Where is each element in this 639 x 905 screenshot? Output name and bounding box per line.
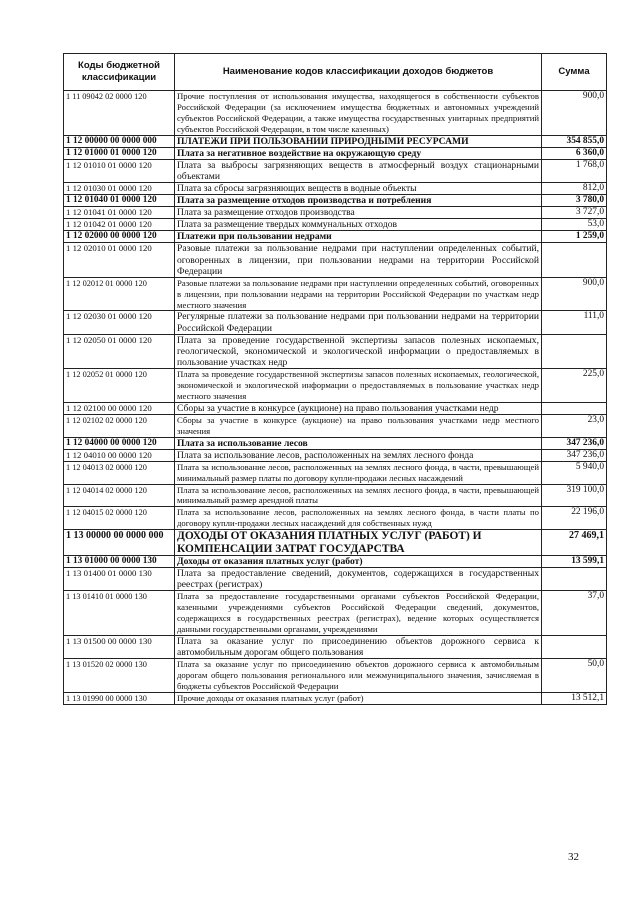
name-cell: Регулярные платежи за пользование недрами при пользовании недрами на территории Российской Федерации (175, 311, 542, 334)
code-cell: 1 12 00000 00 0000 000 (64, 135, 175, 147)
code-cell: 1 12 01040 01 0000 120 (64, 195, 175, 207)
code-cell: 1 12 01030 01 0000 120 (64, 183, 175, 195)
sum-cell: 13 512,1 (542, 692, 607, 704)
table-row (64, 402, 607, 414)
name-cell: Плата за использование лесов, расположенных на землях лесного фонда, в части платы по договору купли-продажи лесных насаждений для собственных нужд (175, 507, 542, 530)
code-cell: 1 12 02050 01 0000 120 (64, 334, 175, 368)
name-cell: ПЛАТЕЖИ ПРИ ПОЛЬЗОВАНИИ ПРИРОДНЫМИ РЕСУРСАМИ (175, 135, 542, 147)
table-row (64, 135, 607, 147)
sum-cell: 1 768,0 (542, 159, 607, 182)
sum-cell: 1 259,0 (542, 231, 607, 243)
header-code: Коды бюджетной классификации (64, 54, 175, 91)
code-cell: 1 13 00000 00 0000 000 (64, 530, 175, 556)
sum-cell: 111,0 (542, 311, 607, 334)
code-cell: 1 12 04014 02 0000 120 (64, 484, 175, 507)
header-sum: Сумма (542, 54, 607, 91)
name-cell: Доходы от оказания платных услуг (работ) (175, 556, 542, 568)
code-cell: 1 12 04000 00 0000 120 (64, 437, 175, 449)
sum-cell (542, 402, 607, 414)
table-row (64, 556, 607, 568)
sum-cell: 347 236,0 (542, 437, 607, 449)
sum-cell: 812,0 (542, 183, 607, 195)
code-cell: 1 13 01400 01 0000 130 (64, 568, 175, 591)
name-cell: ДОХОДЫ ОТ ОКАЗАНИЯ ПЛАТНЫХ УСЛУГ (РАБОТ) И КОМПЕНСАЦИИ ЗАТРАТ ГОСУДАРСТВА (175, 530, 542, 556)
code-cell: 1 12 04010 00 0000 120 (64, 449, 175, 461)
table-row (64, 195, 607, 207)
sum-cell: 900,0 (542, 91, 607, 136)
sum-cell (542, 635, 607, 658)
sum-cell: 53,0 (542, 219, 607, 231)
name-cell: Прочие поступления от использования имущества, находящегося в собственности субъектов Российской Федерации (за исключением имущества бюджетных и автономных учреждений субъектов Российской Федерации, а также имущества государственных унитарных предприятий субъектов Российской Федерации, в том числе казенных) (175, 91, 542, 136)
name-cell: Разовые платежи за пользование недрами при наступлении определенных событий, оговоренных в лицензии, при пользовании недрами на территории Российской Федерации (175, 243, 542, 277)
table-row (64, 183, 607, 195)
sum-cell: 319 100,0 (542, 484, 607, 507)
code-cell: 1 12 02052 01 0000 120 (64, 368, 175, 402)
name-cell: Плата за предоставление государственными органами субъектов Российской Федерации, казенными учреждениями субъектов Российской Федерации сведений, документов, содержащихся в государственных реестрах (регистрах), ведение которых осуществляется данными государственными органами, учреждениями (175, 591, 542, 636)
table-row (64, 507, 607, 530)
name-cell: Плата за использование лесов, расположенных на землях лесного фонда (175, 449, 542, 461)
code-cell: 1 13 01990 00 0000 130 (64, 692, 175, 704)
table-body (64, 91, 607, 705)
sum-cell: 13 599,1 (542, 556, 607, 568)
code-cell: 1 12 04013 02 0000 120 (64, 461, 175, 484)
name-cell: Плата за использование лесов (175, 437, 542, 449)
name-cell: Плата за предоставление сведений, документов, содержащихся в государственных реестрах (регистрах) (175, 568, 542, 591)
table-row (64, 692, 607, 704)
sum-cell: 27 469,1 (542, 530, 607, 556)
sum-cell: 900,0 (542, 277, 607, 311)
table-row (64, 277, 607, 311)
name-cell: Плата за выбросы загрязняющих веществ в атмосферный воздух стационарными объектами (175, 159, 542, 182)
sum-cell: 23,0 (542, 414, 607, 437)
name-cell: Плата за проведение государственной экспертизы запасов полезных ископаемых, геологической, экономической и экологической информации о предоставляемых в пользование участках недр (175, 334, 542, 368)
sum-cell (542, 568, 607, 591)
name-cell: Платежи при пользовании недрами (175, 231, 542, 243)
sum-cell: 6 360,0 (542, 147, 607, 159)
sum-cell: 50,0 (542, 659, 607, 693)
name-cell: Плата за размещение твердых коммунальных отходов (175, 219, 542, 231)
name-cell: Плата за оказание услуг по присоединению объектов дорожного сервиса к автомобильным дорогам общего пользования (175, 635, 542, 658)
code-cell: 1 12 04015 02 0000 120 (64, 507, 175, 530)
revenue-classification-table (63, 53, 607, 705)
code-cell: 1 12 02012 01 0000 120 (64, 277, 175, 311)
code-cell: 1 12 02000 00 0000 120 (64, 231, 175, 243)
code-cell: 1 13 01000 00 0000 130 (64, 556, 175, 568)
code-cell: 1 12 01000 01 0000 120 (64, 147, 175, 159)
table-row (64, 219, 607, 231)
code-cell: 1 12 01042 01 0000 120 (64, 219, 175, 231)
sum-cell: 347 236,0 (542, 449, 607, 461)
name-cell: Плата за негативное воздействие на окружающую среду (175, 147, 542, 159)
table-row (64, 635, 607, 658)
table-row (64, 147, 607, 159)
sum-cell (542, 243, 607, 277)
name-cell: Плата за оказание услуг по присоединению объектов дорожного сервиса к автомобильным дорогам общего пользования регионального или межмуниципального значения, зачисляемая в бюджеты субъектов Российской Федерации (175, 659, 542, 693)
code-cell: 1 12 02010 01 0000 120 (64, 243, 175, 277)
table-row (64, 461, 607, 484)
code-cell: 1 13 01500 00 0000 130 (64, 635, 175, 658)
sum-cell: 22 196,0 (542, 507, 607, 530)
table-row (64, 414, 607, 437)
name-cell: Прочие доходы от оказания платных услуг (работ) (175, 692, 542, 704)
code-cell: 1 12 02100 00 0000 120 (64, 402, 175, 414)
table-row (64, 568, 607, 591)
name-cell: Плата за проведение государственной экспертизы запасов полезных ископаемых, геологической, экономической и экологической информации о предоставляемых в пользование участках недр местного значения (175, 368, 542, 402)
table-row (64, 334, 607, 368)
table-row (64, 437, 607, 449)
sum-cell: 5 940,0 (542, 461, 607, 484)
table-row (64, 368, 607, 402)
name-cell: Плата за использование лесов, расположенных на землях лесного фонда, в части, превышающей минимальный размер арендной платы (175, 484, 542, 507)
table-header-row (64, 54, 607, 91)
table-row (64, 659, 607, 693)
code-cell: 1 12 02102 02 0000 120 (64, 414, 175, 437)
table-row (64, 449, 607, 461)
table-row (64, 311, 607, 334)
sum-cell: 3 727,0 (542, 207, 607, 219)
table-row (64, 231, 607, 243)
table-row (64, 591, 607, 636)
table-row (64, 484, 607, 507)
table-row (64, 243, 607, 277)
name-cell: Плата за сбросы загрязняющих веществ в водные объекты (175, 183, 542, 195)
sum-cell: 3 780,0 (542, 195, 607, 207)
sum-cell: 354 855,0 (542, 135, 607, 147)
page-number: 32 (568, 851, 579, 863)
sum-cell: 37,0 (542, 591, 607, 636)
name-cell: Сборы за участие в конкурсе (аукционе) на право пользования участками недр местного значения (175, 414, 542, 437)
table-row (64, 159, 607, 182)
code-cell: 1 12 02030 01 0000 120 (64, 311, 175, 334)
name-cell: Сборы за участие в конкурсе (аукционе) на право пользования участками недр (175, 402, 542, 414)
code-cell: 1 13 01520 02 0000 130 (64, 659, 175, 693)
code-cell: 1 11 09042 02 0000 120 (64, 91, 175, 136)
code-cell: 1 13 01410 01 0000 130 (64, 591, 175, 636)
header-name: Наименование кодов классификации доходов бюджетов (175, 54, 542, 91)
table-row (64, 91, 607, 136)
sum-cell: 225,0 (542, 368, 607, 402)
name-cell: Плата за размещение отходов производства (175, 207, 542, 219)
sum-cell (542, 334, 607, 368)
name-cell: Плата за размещение отходов производства и потребления (175, 195, 542, 207)
code-cell: 1 12 01041 01 0000 120 (64, 207, 175, 219)
code-cell: 1 12 01010 01 0000 120 (64, 159, 175, 182)
table-row (64, 207, 607, 219)
name-cell: Разовые платежи за пользование недрами при наступлении определенных событий, оговоренных в лицензии, при пользовании недрами на территории Российской Федерации по участкам недр местного значения (175, 277, 542, 311)
name-cell: Плата за использование лесов, расположенных на землях лесного фонда, в части, превышающей минимальный размер платы по договору купли-продажи лесных насаждений (175, 461, 542, 484)
table-row (64, 530, 607, 556)
